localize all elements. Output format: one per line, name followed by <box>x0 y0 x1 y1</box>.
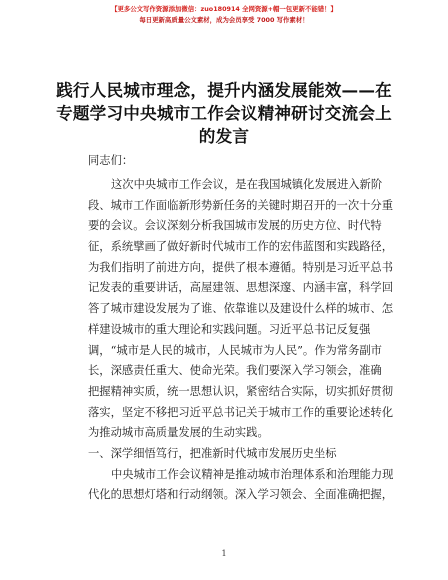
paragraph-line: 长，深感责任重大、使命光荣。我们要深入学习领会，准确 <box>88 364 382 378</box>
promo-banner-line1: 【更多公文写作资源添加微信：zuo180914 全网资源+帽一包更新不能错！】 <box>111 5 337 13</box>
title-line1: 践行人民城市理念，提升内涵发展能效——在 <box>56 81 392 100</box>
paragraph-line: 为我们指明了前进方向，提供了根本遵循。特别是习近平总书 <box>88 260 394 274</box>
paragraph-line: 为推动城市高质量发展的生动实践。 <box>88 426 269 440</box>
paragraph-line: 要的会议。会议深刻分析我国城市发展的历史方位、时代特 <box>88 219 382 233</box>
paragraph-line: 代化的思想灯塔和行动纲领。深入学习领会、全面准确把握， <box>88 488 394 502</box>
paragraph-line: 中央城市工作会议精神是推动城市治理体系和治理能力现 <box>111 467 394 481</box>
paragraph-1 <box>88 175 394 506</box>
paragraph-line: 答了城市建设发展为了谁、依靠谁以及建设什么样的城市、怎 <box>88 302 394 316</box>
paragraph-line: 这次中央城市工作会议，是在我国城镇化发展进入新阶 <box>111 178 383 191</box>
paragraph-line: 落实，坚定不移把习近平总书记关于城市工作的重要论述转化 <box>88 405 394 419</box>
promo-banner <box>0 4 448 26</box>
paragraph-line: 样建设城市的重大理论和实践问题。习近平总书记反复强 <box>88 322 371 336</box>
paragraph-line: 把握精神实质，统一思想认识，紧密结合实际，切实抓好贯彻 <box>88 384 394 398</box>
title-line3: 的发言 <box>198 127 250 146</box>
section-heading-1: 一、深学细悟笃行，把准新时代城市发展历史坐标 <box>88 446 337 460</box>
paragraph-line: 段、城市工作面临新形势新任务的关键时期召开的一次十分重 <box>88 198 394 212</box>
title-line2: 专题学习中央城市工作会议精神研讨交流会上 <box>56 104 392 123</box>
paragraph-line: 征，系统擘画了做好新时代城市工作的宏伟蓝图和实践路径， <box>88 240 394 254</box>
document-title <box>40 79 408 148</box>
paragraph-line: 调，“城市是人民的城市，人民城市为人民”。作为常务副市 <box>88 343 382 357</box>
salutation: 同志们： <box>88 154 134 167</box>
page-number: 1 <box>221 549 227 558</box>
paragraph-line: 记发表的重要讲话，高屋建瓴、思想深邃、内涵丰富，科学回 <box>88 281 394 295</box>
promo-banner-line2: 每日更新高质量公文素材，成为会员享受 7000 写作素材！ <box>139 16 309 24</box>
